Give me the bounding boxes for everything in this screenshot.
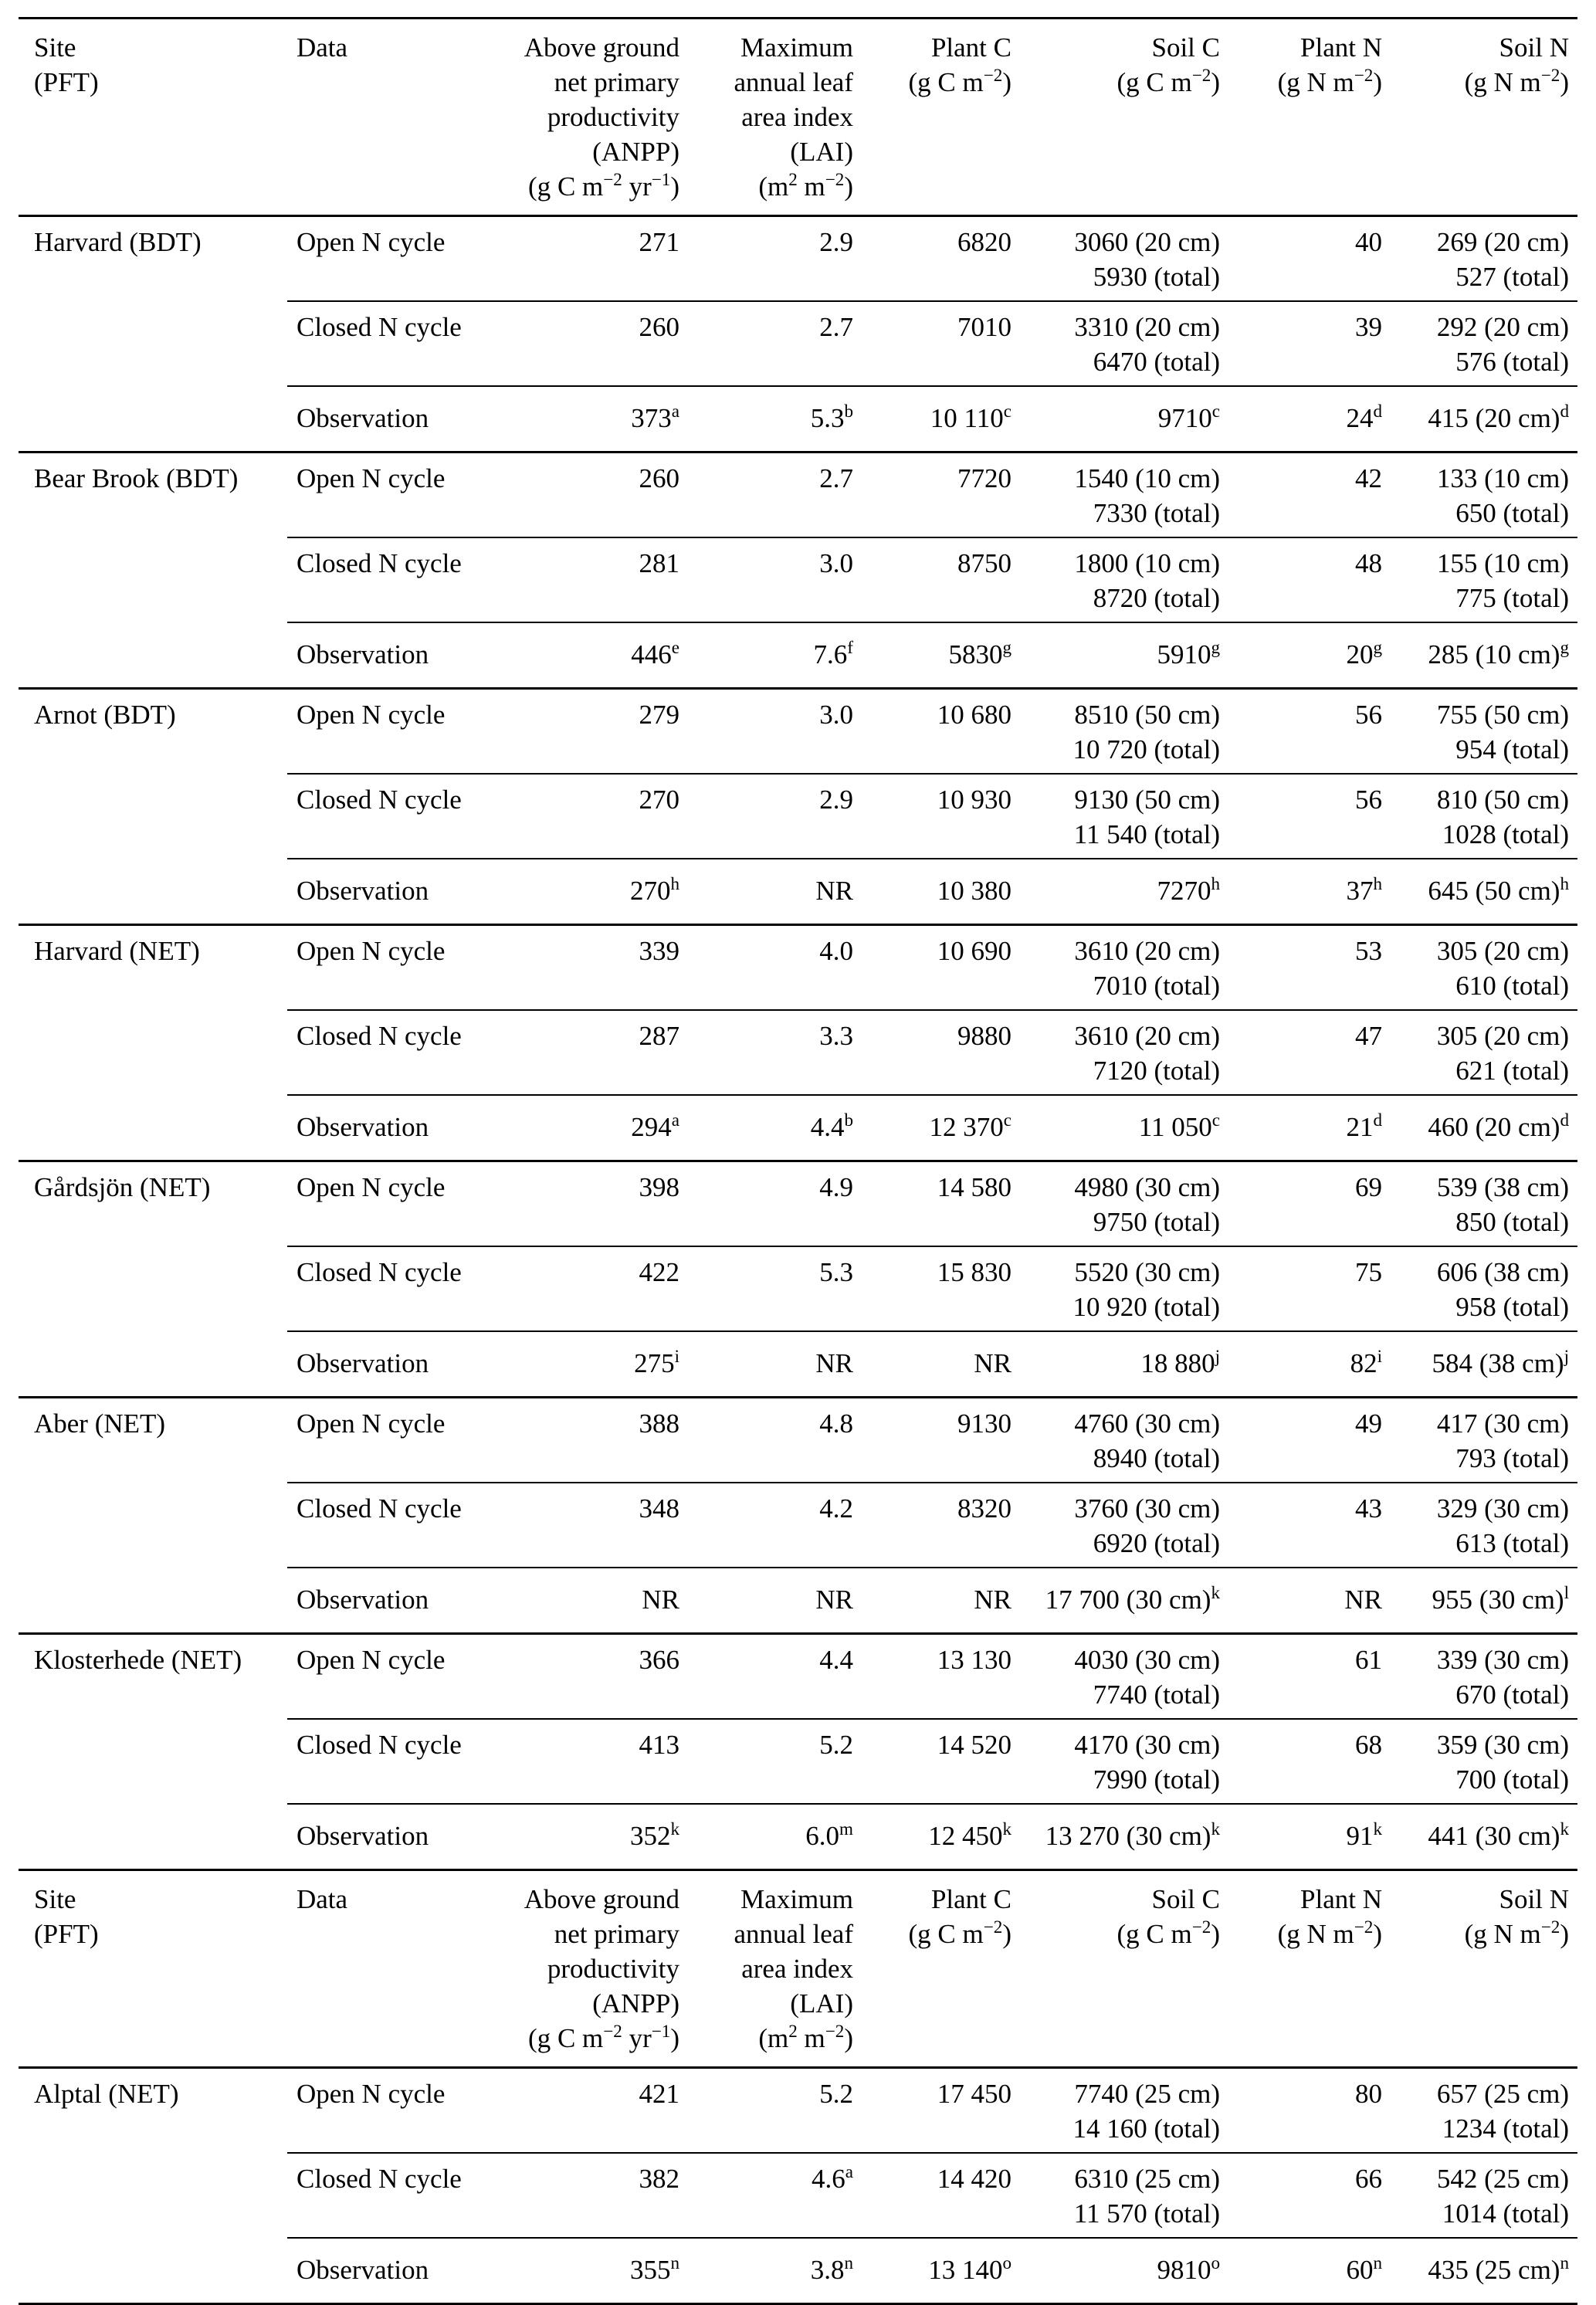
table-row (19, 925, 1577, 1011)
value-cell-anpp: 281 (439, 537, 679, 622)
site-cell: Harvard (NET) (19, 925, 287, 1161)
value-cell-lai: 5.2 (679, 1719, 853, 1804)
value-cell-anpp: 260 (439, 301, 679, 386)
row-label-cell: Open N cycle (287, 1634, 439, 1720)
value-cell-soil_n: 415 (20 cm)$^d$ (1382, 386, 1577, 453)
value-cell-anpp: 421 (439, 2068, 679, 2154)
table-row (19, 689, 1577, 775)
column-header-plant_n: Plant N (g N $m^{-2}$) (1220, 19, 1382, 216)
column-header-soil_n: Soil N (g N $m^{-2}$) (1382, 1870, 1577, 2068)
value-cell-plant_n: 40 (1220, 216, 1382, 302)
value-cell-soil_c: 9710$^c$ (1011, 386, 1220, 453)
value-cell-soil_c: 7270$^h$ (1011, 859, 1220, 925)
value-cell-lai: 4.0 (679, 925, 853, 1011)
column-header-soil_c: Soil C (g C $m^{-2}$) (1011, 19, 1220, 216)
row-label-cell: Observation (287, 859, 439, 925)
value-cell-soil_n: 292 (20 cm) 576 (total) (1382, 301, 1577, 386)
value-cell-lai: 2.9 (679, 774, 853, 859)
value-cell-soil_n: 584 (38 cm)$^j$ (1382, 1331, 1577, 1398)
value-cell-plant_c: 12 450$^k$ (853, 1804, 1011, 1870)
value-cell-soil_c: 3610 (20 cm) 7120 (total) (1011, 1010, 1220, 1095)
value-cell-plant_n: 39 (1220, 301, 1382, 386)
value-cell-plant_n: 56 (1220, 774, 1382, 859)
value-cell-plant_n: 56 (1220, 689, 1382, 775)
value-cell-lai: 4.8 (679, 1398, 853, 1483)
row-label-cell: Observation (287, 1568, 439, 1634)
site-cell: Gårdsjön (NET) (19, 1161, 287, 1398)
value-cell-anpp: 275$^i$ (439, 1331, 679, 1398)
row-label-cell: Open N cycle (287, 925, 439, 1011)
value-cell-soil_c: 3610 (20 cm) 7010 (total) (1011, 925, 1220, 1011)
row-label-cell: Closed N cycle (287, 1483, 439, 1568)
value-cell-lai: 5.3 (679, 1246, 853, 1331)
value-cell-plant_n: 49 (1220, 1398, 1382, 1483)
value-cell-plant_n: 24$^d$ (1220, 386, 1382, 453)
value-cell-anpp: 348 (439, 1483, 679, 1568)
value-cell-plant_n: 20$^g$ (1220, 622, 1382, 689)
column-header-plant_n: Plant N (g N $m^{-2}$) (1220, 1870, 1382, 2068)
value-cell-soil_c: 7740 (25 cm) 14 160 (total) (1011, 2068, 1220, 2154)
value-cell-plant_n: 66 (1220, 2153, 1382, 2238)
value-cell-plant_n: 42 (1220, 453, 1382, 538)
column-header-lai: Maximum annual leaf area index (LAI) ($m^2$ $m^{-2}$) (679, 1870, 853, 2068)
value-cell-lai: 4.9 (679, 1161, 853, 1247)
column-header-anpp: Above ground net primary productivity (ANPP) (g C $m^{-2}$ $yr^{-1}$) (439, 19, 679, 216)
column-header-site: Site (PFT) (19, 1870, 287, 2068)
value-cell-lai: 2.7 (679, 301, 853, 386)
value-cell-soil_n: 441 (30 cm)$^k$ (1382, 1804, 1577, 1870)
value-cell-plant_n: 82$^i$ (1220, 1331, 1382, 1398)
value-cell-soil_c: 4980 (30 cm) 9750 (total) (1011, 1161, 1220, 1247)
value-cell-plant_n: 48 (1220, 537, 1382, 622)
value-cell-lai: 4.4$^b$ (679, 1095, 853, 1161)
value-cell-soil_c: 5910$^g$ (1011, 622, 1220, 689)
value-cell-plant_c: 17 450 (853, 2068, 1011, 2154)
value-cell-soil_c: 4030 (30 cm) 7740 (total) (1011, 1634, 1220, 1720)
value-cell-plant_c: 8750 (853, 537, 1011, 622)
value-cell-soil_c: 8510 (50 cm) 10 720 (total) (1011, 689, 1220, 775)
value-cell-soil_c: 3060 (20 cm) 5930 (total) (1011, 216, 1220, 302)
value-cell-plant_c: 7720 (853, 453, 1011, 538)
value-cell-plant_c: 14 520 (853, 1719, 1011, 1804)
value-cell-lai: 2.9 (679, 216, 853, 302)
value-cell-lai: 4.4 (679, 1634, 853, 1720)
value-cell-soil_n: 755 (50 cm) 954 (total) (1382, 689, 1577, 775)
value-cell-plant_c: 7010 (853, 301, 1011, 386)
site-cell: Harvard (BDT) (19, 216, 287, 453)
value-cell-plant_c: 14 580 (853, 1161, 1011, 1247)
column-header-plant_c: Plant C (g C $m^{-2}$) (853, 1870, 1011, 2068)
value-cell-lai: 6.0$^m$ (679, 1804, 853, 1870)
value-cell-soil_n: 606 (38 cm) 958 (total) (1382, 1246, 1577, 1331)
value-cell-anpp: 446e (439, 622, 679, 689)
row-label-cell: Observation (287, 1804, 439, 1870)
value-cell-anpp: 294$^a$ (439, 1095, 679, 1161)
value-cell-plant_n: NR (1220, 1568, 1382, 1634)
column-header-site: Site (PFT) (19, 19, 287, 216)
value-cell-plant_c: 9880 (853, 1010, 1011, 1095)
value-cell-plant_c: 14 420 (853, 2153, 1011, 2238)
value-cell-soil_c: 3310 (20 cm) 6470 (total) (1011, 301, 1220, 386)
value-cell-soil_c: 5520 (30 cm) 10 920 (total) (1011, 1246, 1220, 1331)
value-cell-lai: NR (679, 1568, 853, 1634)
value-cell-plant_n: 80 (1220, 2068, 1382, 2154)
site-cell: Alptal (NET) (19, 2068, 287, 2304)
value-cell-anpp: 413 (439, 1719, 679, 1804)
row-label-cell: Observation (287, 386, 439, 453)
row-label-cell: Open N cycle (287, 216, 439, 302)
value-cell-plant_c: 10 110$^c$ (853, 386, 1011, 453)
value-cell-anpp: 355$^n$ (439, 2238, 679, 2304)
row-label-cell: Closed N cycle (287, 301, 439, 386)
column-header-anpp: Above ground net primary productivity (ANPP) (g C $m^{-2}$ $yr^{-1}$) (439, 1870, 679, 2068)
row-label-cell: Closed N cycle (287, 1010, 439, 1095)
value-cell-soil_n: 339 (30 cm) 670 (total) (1382, 1634, 1577, 1720)
value-cell-anpp: 339 (439, 925, 679, 1011)
site-cell: Klosterhede (NET) (19, 1634, 287, 1870)
row-label-cell: Open N cycle (287, 453, 439, 538)
value-cell-lai: NR (679, 1331, 853, 1398)
value-cell-plant_c: 10 690 (853, 925, 1011, 1011)
table-row (19, 216, 1577, 302)
value-cell-soil_n: 810 (50 cm) 1028 (total) (1382, 774, 1577, 859)
value-cell-anpp: 279 (439, 689, 679, 775)
value-cell-anpp: 388 (439, 1398, 679, 1483)
row-label-cell: Open N cycle (287, 2068, 439, 2154)
value-cell-soil_n: 305 (20 cm) 610 (total) (1382, 925, 1577, 1011)
column-header-data: Data (287, 19, 439, 216)
value-cell-soil_c: 9130 (50 cm) 11 540 (total) (1011, 774, 1220, 859)
table-row (19, 1398, 1577, 1483)
value-cell-plant_n: 60$^n$ (1220, 2238, 1382, 2304)
row-label-cell: Open N cycle (287, 689, 439, 775)
site-model-observation-table (19, 17, 1577, 2305)
value-cell-soil_c: 13 270 (30 cm)$^k$ (1011, 1804, 1220, 1870)
value-cell-plant_n: 53 (1220, 925, 1382, 1011)
column-header-soil_c: Soil C (g C $m^{-2}$) (1011, 1870, 1220, 2068)
row-label-cell: Observation (287, 2238, 439, 2304)
value-cell-soil_n: 539 (38 cm) 850 (total) (1382, 1161, 1577, 1247)
table-row (19, 1634, 1577, 1720)
site-cell: Bear Brook (BDT) (19, 453, 287, 689)
value-cell-plant_n: 21$^d$ (1220, 1095, 1382, 1161)
value-cell-soil_c: 9810$^o$ (1011, 2238, 1220, 2304)
value-cell-plant_c: NR (853, 1568, 1011, 1634)
table-row (19, 453, 1577, 538)
row-label-cell: Observation (287, 1095, 439, 1161)
row-label-cell: Closed N cycle (287, 774, 439, 859)
column-header-soil_n: Soil N (g N $m^{-2}$) (1382, 19, 1577, 216)
value-cell-lai: 5.2 (679, 2068, 853, 2154)
value-cell-anpp: 366 (439, 1634, 679, 1720)
columns-header-row (19, 1870, 1577, 2068)
value-cell-plant_n: 37$^h$ (1220, 859, 1382, 925)
value-cell-anpp: 270 (439, 774, 679, 859)
value-cell-soil_c: 3760 (30 cm) 6920 (total) (1011, 1483, 1220, 1568)
value-cell-lai: 3.0 (679, 537, 853, 622)
value-cell-plant_n: 61 (1220, 1634, 1382, 1720)
value-cell-soil_n: 542 (25 cm) 1014 (total) (1382, 2153, 1577, 2238)
row-label-cell: Observation (287, 1331, 439, 1398)
row-label-cell: Observation (287, 622, 439, 689)
value-cell-soil_n: 417 (30 cm) 793 (total) (1382, 1398, 1577, 1483)
value-cell-plant_c: 10 680 (853, 689, 1011, 775)
value-cell-soil_n: 359 (30 cm) 700 (total) (1382, 1719, 1577, 1804)
row-label-cell: Closed N cycle (287, 1719, 439, 1804)
value-cell-lai: 3.3 (679, 1010, 853, 1095)
row-label-cell: Closed N cycle (287, 2153, 439, 2238)
value-cell-soil_n: 657 (25 cm) 1234 (total) (1382, 2068, 1577, 2154)
value-cell-plant_n: 75 (1220, 1246, 1382, 1331)
column-header-plant_c: Plant C (g C $m^{-2}$) (853, 19, 1011, 216)
value-cell-lai: 2.7 (679, 453, 853, 538)
row-label-cell: Open N cycle (287, 1398, 439, 1483)
value-cell-soil_c: 1800 (10 cm) 8720 (total) (1011, 537, 1220, 622)
value-cell-soil_n: 955 (30 cm)$^l$ (1382, 1568, 1577, 1634)
value-cell-lai: 4.2 (679, 1483, 853, 1568)
value-cell-anpp: 352$^k$ (439, 1804, 679, 1870)
value-cell-soil_n: 285 (10 cm)$^g$ (1382, 622, 1577, 689)
value-cell-lai: 5.3$^b$ (679, 386, 853, 453)
row-label-cell: Open N cycle (287, 1161, 439, 1247)
value-cell-lai: NR (679, 859, 853, 925)
value-cell-anpp: 287 (439, 1010, 679, 1095)
value-cell-plant_c: 10 380 (853, 859, 1011, 925)
value-cell-anpp: 382 (439, 2153, 679, 2238)
value-cell-soil_n: 460 (20 cm)$^d$ (1382, 1095, 1577, 1161)
value-cell-anpp: 260 (439, 453, 679, 538)
value-cell-anpp: NR (439, 1568, 679, 1634)
value-cell-soil_n: 305 (20 cm) 621 (total) (1382, 1010, 1577, 1095)
value-cell-plant_c: 15 830 (853, 1246, 1011, 1331)
value-cell-plant_c: 13 140$^o$ (853, 2238, 1011, 2304)
value-cell-plant_c: NR (853, 1331, 1011, 1398)
value-cell-soil_n: 155 (10 cm) 775 (total) (1382, 537, 1577, 622)
table-row (19, 1161, 1577, 1247)
value-cell-anpp: 398 (439, 1161, 679, 1247)
value-cell-plant_n: 43 (1220, 1483, 1382, 1568)
value-cell-anpp: 271 (439, 216, 679, 302)
value-cell-plant_c: 12 370$^c$ (853, 1095, 1011, 1161)
value-cell-plant_n: 47 (1220, 1010, 1382, 1095)
value-cell-soil_c: 4760 (30 cm) 8940 (total) (1011, 1398, 1220, 1483)
value-cell-plant_n: 69 (1220, 1161, 1382, 1247)
value-cell-lai: 7.6$^f$ (679, 622, 853, 689)
site-cell: Arnot (BDT) (19, 689, 287, 925)
value-cell-soil_n: 435 (25 cm)$^n$ (1382, 2238, 1577, 2304)
value-cell-plant_c: 5830$^g$ (853, 622, 1011, 689)
columns-header-row (19, 19, 1577, 216)
value-cell-plant_n: 68 (1220, 1719, 1382, 1804)
value-cell-soil_n: 329 (30 cm) 613 (total) (1382, 1483, 1577, 1568)
site-cell: Aber (NET) (19, 1398, 287, 1634)
value-cell-soil_n: 133 (10 cm) 650 (total) (1382, 453, 1577, 538)
value-cell-lai: 4.6$^a$ (679, 2153, 853, 2238)
value-cell-plant_c: 10 930 (853, 774, 1011, 859)
value-cell-plant_c: 13 130 (853, 1634, 1011, 1720)
value-cell-soil_c: 17 700 (30 cm)$^k$ (1011, 1568, 1220, 1634)
value-cell-soil_c: 1540 (10 cm) 7330 (total) (1011, 453, 1220, 538)
value-cell-lai: 3.0 (679, 689, 853, 775)
value-cell-anpp: 422 (439, 1246, 679, 1331)
value-cell-plant_c: 9130 (853, 1398, 1011, 1483)
column-header-lai: Maximum annual leaf area index (LAI) ($m^2$ $m^{-2}$) (679, 19, 853, 216)
row-label-cell: Closed N cycle (287, 1246, 439, 1331)
value-cell-soil_n: 645 (50 cm)$^h$ (1382, 859, 1577, 925)
column-header-data: Data (287, 1870, 439, 2068)
value-cell-anpp: 270$^h$ (439, 859, 679, 925)
value-cell-lai: 3.8$^n$ (679, 2238, 853, 2304)
value-cell-plant_c: 8320 (853, 1483, 1011, 1568)
value-cell-soil_c: 4170 (30 cm) 7990 (total) (1011, 1719, 1220, 1804)
value-cell-soil_c: 11 050$^c$ (1011, 1095, 1220, 1161)
value-cell-soil_c: 18 880$^j$ (1011, 1331, 1220, 1398)
value-cell-soil_n: 269 (20 cm) 527 (total) (1382, 216, 1577, 302)
value-cell-soil_c: 6310 (25 cm) 11 570 (total) (1011, 2153, 1220, 2238)
table-row (19, 2068, 1577, 2154)
value-cell-anpp: 373$^a$ (439, 386, 679, 453)
value-cell-plant_n: 91$^k$ (1220, 1804, 1382, 1870)
table-body (19, 19, 1577, 2304)
row-label-cell: Closed N cycle (287, 537, 439, 622)
value-cell-plant_c: 6820 (853, 216, 1011, 302)
